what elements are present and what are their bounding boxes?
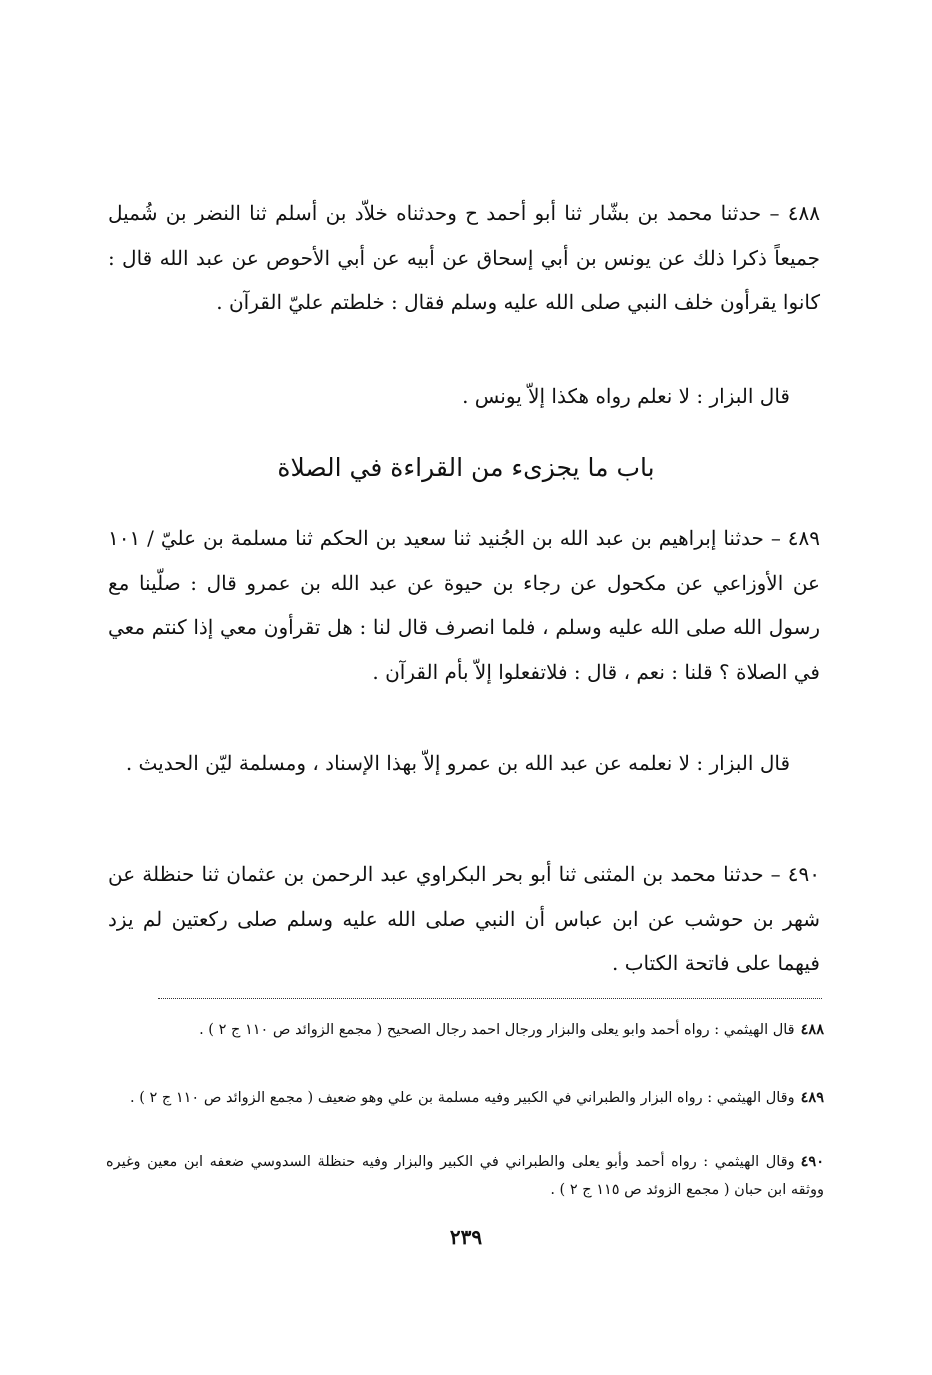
hadith-490-text: ٤٩٠ – حدثنا محمد بن المثنى ثنا أبو بحر البكراوي عبد الرحمن بن عثمان ثنا حنظلة عن شهر بن حوشب عن ابن عباس أن النبي صلى الله عليه وسلم صلى ركعتين لم يزد فيهما على فاتحة الكتاب .: [108, 862, 820, 975]
hadith-489-bazzar-comment: قال البزار : لا نعلمه عن عبد الله بن عمرو إلاّ بهذا الإسناد ، ومسلمة ليّن الحديث .: [125, 751, 790, 775]
footnote-489: [106, 1084, 824, 1112]
footnote-number: ٤٨٩: [800, 1089, 824, 1106]
footnote-text: وقال الهيثمي : رواه أحمد وأبو يعلى والطبراني في الكبير والبزار وفيه حنظلة السدوسي ضعفه ابن معين وغيره ووثقه ابن حبان ( مجمع الزوئد ص ١١٥ ج ٢ ) .: [106, 1154, 824, 1198]
footnote-text: قال الهيثمي : رواه أحمد وابو يعلى والبزار ورجال احمد رجال الصحيح ( مجمع الزوائد ص ١١٠ ج ٢ ) .: [199, 1022, 795, 1038]
footnote-490: [106, 1148, 824, 1204]
chapter-heading: باب ما يجزىء من القراءة في الصلاة: [277, 453, 655, 482]
hadith-489-text: ٤٨٩ – حدثنا إبراهيم بن عبد الله بن الجُنيد ثنا سعيد بن الحكم ثنا مسلمة بن عليّ / ١٠١ عن الأوزاعي عن مكحول عن رجاء بن حيوة عن عبد الله بن عمرو قال : صلّينا مع رسول الله صلى الله عليه وسلم ، فلما انصرف قال لنا : هل تقرأون معي إذا كنتم معي في الصلاة ؟ قلنا : نعم ، قال : فلاتفعلوا إلاّ بأم القرآن .: [108, 526, 821, 684]
hadith-489-bazzar-block: [108, 741, 820, 786]
page-number: ٢٣٩: [449, 1225, 483, 1249]
hadith-488-text: ٤٨٨ – حدثنا محمد بن بشّار ثنا أبو أحمد ح وحدثناه خلاّد بن أسلم ثنا النضر بن شُميل جميعاً ذكرا ذلك عن يونس بن أبي إسحاق عن أبيه عن أبي الأحوص عن عبد الله قال : كانوا يقرأون خلف النبي صلى الله عليه وسلم فقال : خلطتم عليّ القرآن .: [108, 201, 820, 314]
footnote-number: ٤٩٠: [800, 1153, 824, 1170]
footnote-divider: [158, 998, 822, 999]
hadith-488-bazzar-comment: قال البزار : لا نعلم رواه هكذا إلاّ يونس .: [462, 384, 790, 408]
footnote-number: ٤٨٨: [800, 1021, 824, 1038]
footnote-488: [106, 1016, 824, 1044]
footnote-text: وقال الهيثمي : رواه البزار والطبراني في الكبير وفيه مسلمة بن علي وهو ضعيف ( مجمع الزوائد ص ١١٠ ج ٢ ) .: [130, 1090, 795, 1106]
hadith-490-block: [108, 852, 820, 986]
hadith-488-block: [108, 191, 820, 325]
hadith-488-bazzar-block: [108, 374, 820, 419]
hadith-489-block: [108, 516, 820, 694]
